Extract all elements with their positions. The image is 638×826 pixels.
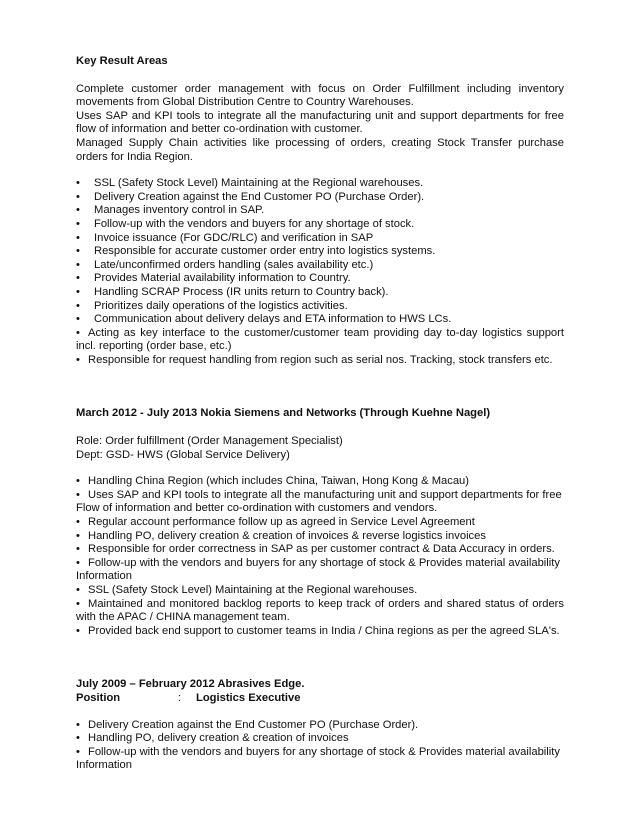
kra-bullet-list [76,177,564,367]
job2-position-row [76,692,564,706]
list-item: • Maintained and monitored backlog reports to keep track of orders and shared status of orders with the APAC / CHINA management team. [76,598,564,625]
job1-bullet-list [76,475,564,638]
list-item: • Delivery Creation against the End Customer PO (Purchase Order). [76,191,564,205]
list-item: • Provided back end support to customer teams in India / China regions as per the agreed SLA's. [76,625,564,639]
kra-paragraph: Managed Supply Chain activities like processing of orders, creating Stock Transfer purchase orders for India Region. [76,136,564,163]
list-item: • Responsible for order correctness in SAP as per customer contract & Data Accuracy in orders. [76,543,564,557]
list-item: • Responsible for request handling from region such as serial nos. Tracking, stock transfers etc. [76,354,564,368]
job2-bullet-list [76,719,564,773]
list-item: • Follow-up with the vendors and buyers for any shortage of stock & Provides material availability Information [76,557,564,584]
job1-role: Role: Order fulfillment (Order Management Specialist) [76,435,343,448]
list-item: • Follow-up with the vendors and buyers for any shortage of stock & Provides material availability Information [76,746,564,773]
list-item: • Manages inventory control in SAP. [76,204,564,218]
list-item: • Provides Material availability information to Country. [76,272,564,286]
kra-paragraph: Complete customer order management with focus on Order Fulfillment including inventory movements from Global Distribution Centre to Country Warehouses. [76,82,564,109]
kra-paragraph: Uses SAP and KPI tools to integrate all the manufacturing unit and support departments for free flow of information and better co-ordination with customer. [76,109,564,136]
list-item: • Handling China Region (which includes China, Taiwan, Hong Kong & Macau) [76,475,564,489]
resume-page [76,55,564,773]
position-value: Logistics Executive [196,691,301,704]
list-item: • Uses SAP and KPI tools to integrate all the manufacturing unit and support departments for free Flow of information and better co-ordination with customers and vendors. [76,489,564,516]
list-item: • Handling PO, delivery creation & creation of invoices [76,732,564,746]
list-item: • Responsible for accurate customer order entry into logistics systems. [76,245,564,259]
list-item: • SSL (Safety Stock Level) Maintaining at the Regional warehouses. [76,584,564,598]
job1-dept: Dept: GSD- HWS (Global Service Delivery) [76,448,290,461]
list-item: • Prioritizes daily operations of the logistics activities. [76,300,564,314]
list-item: • Invoice issuance (For GDC/RLC) and verification in SAP [76,232,564,246]
job2-title: July 2009 – February 2012 Abrasives Edge. [76,678,305,691]
position-label: Position [76,691,121,704]
list-item: • Follow-up with the vendors and buyers for any shortage of stock. [76,218,564,232]
list-item: • Regular account performance follow up as agreed in Service Level Agreement [76,516,564,530]
list-item: • Communication about delivery delays and ETA information to HWS LCs. [76,313,564,327]
list-item: • Handling SCRAP Process (IR units return to Country back). [76,286,564,300]
list-item: • Late/unconfirmed orders handling (sales availability etc.) [76,259,564,273]
list-item: • SSL (Safety Stock Level) Maintaining at the Regional warehouses. [76,177,564,191]
position-separator: : [178,691,182,704]
job1-title: March 2012 - July 2013 Nokia Siemens and Networks (Through Kuehne Nagel) [76,407,491,420]
list-item: • Acting as key interface to the customer/customer team providing day to-day logistics support incl. reporting (order base, etc.) [76,327,564,354]
kra-heading: Key Result Areas [76,55,168,67]
list-item: • Handling PO, delivery creation & creation of invoices & reverse logistics invoices [76,530,564,544]
list-item: • Delivery Creation against the End Customer PO (Purchase Order). [76,719,564,733]
